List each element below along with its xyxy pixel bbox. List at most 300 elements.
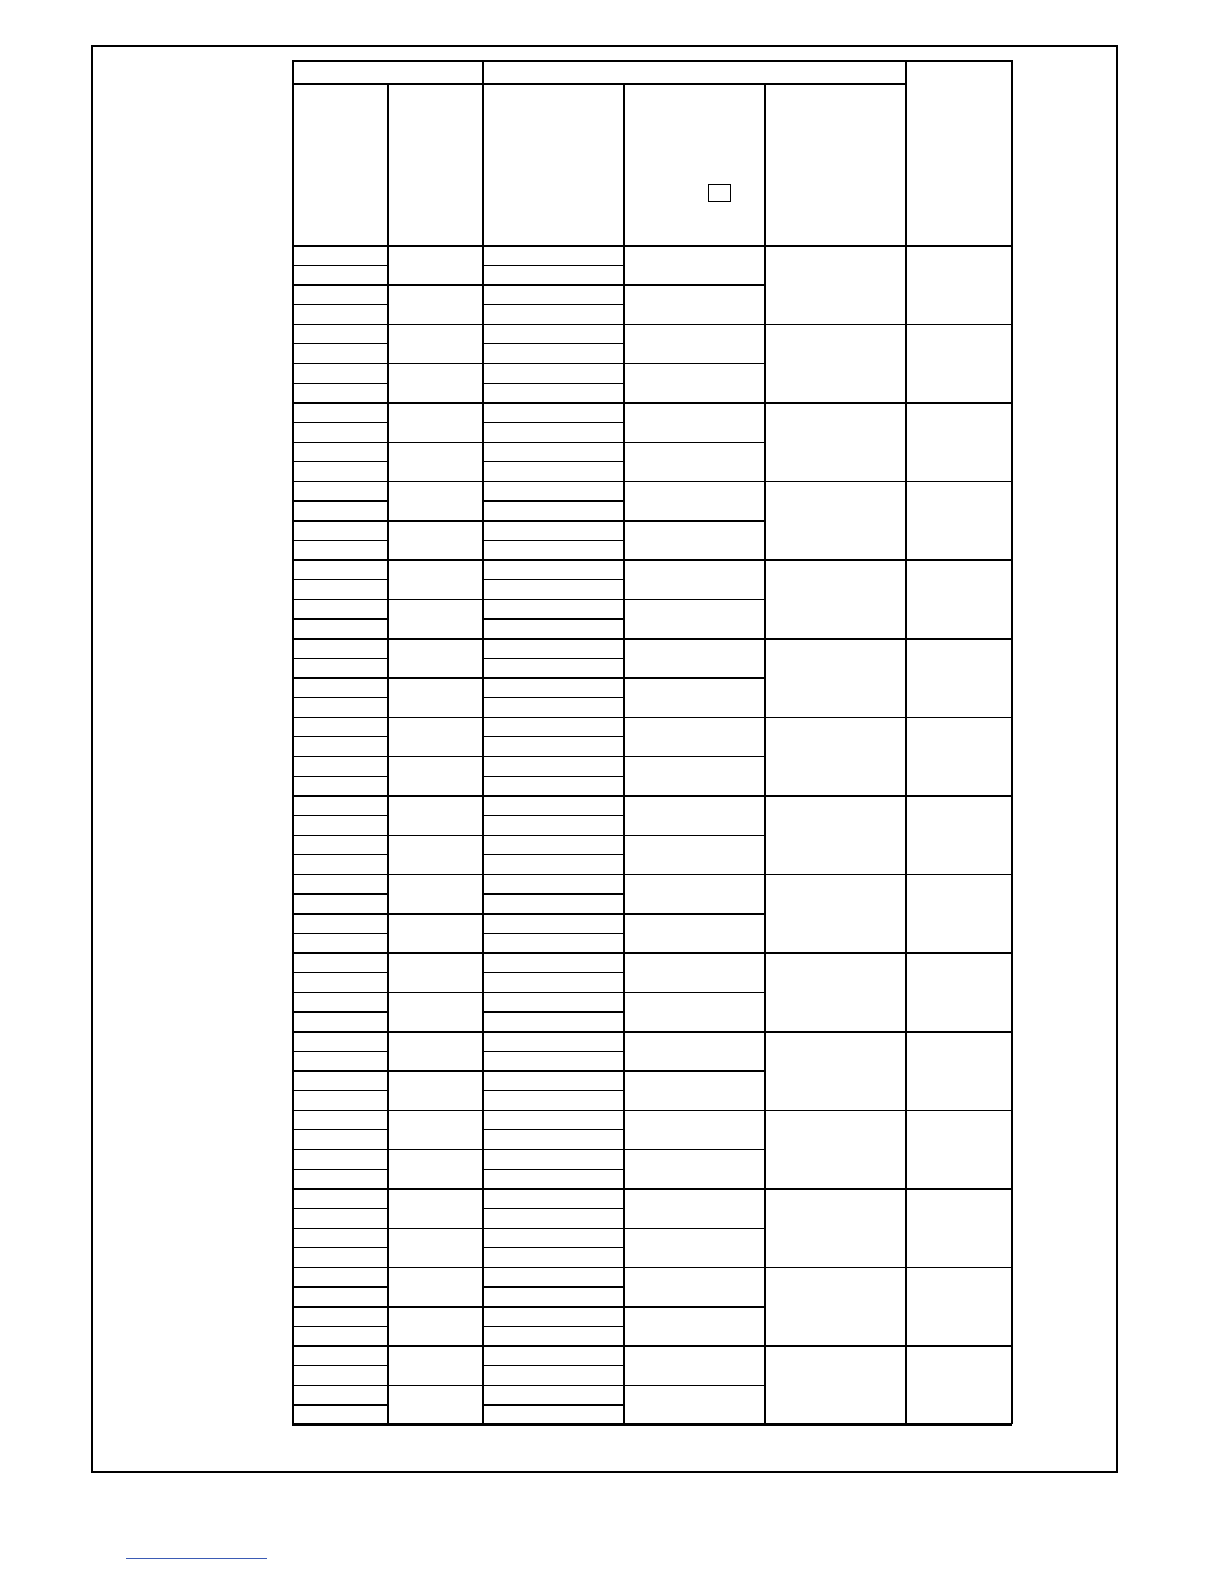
subtotal-cell[interactable] [625,561,763,597]
entry-cell[interactable] [294,935,386,952]
row-rule [292,1326,387,1327]
total-cell[interactable] [907,326,1011,402]
row-rule [482,972,623,973]
subtotal-cell[interactable] [625,483,763,519]
detail-cell[interactable] [484,1131,622,1148]
detail-cell[interactable] [484,1190,622,1207]
detail-cell-text [484,1013,622,1017]
detail-cell-text [484,856,622,860]
detail-cell[interactable] [484,876,622,893]
detail-cell-text [484,719,622,723]
row-rule [292,461,387,462]
entry-cell[interactable] [294,365,386,382]
entry-cell[interactable] [294,306,386,323]
detail-cell[interactable] [484,1367,622,1384]
detail-cell[interactable] [484,1092,622,1109]
entry-cell[interactable] [294,483,386,500]
entry-cell[interactable] [294,1288,386,1305]
total-cell[interactable] [907,1112,1011,1188]
detail-cell[interactable] [484,561,622,578]
detail-cell[interactable] [484,1347,622,1364]
subtotal-cell[interactable] [625,994,763,1030]
total-cell[interactable] [907,1033,1011,1109]
detail-cell[interactable] [484,1269,622,1286]
remarks-cell[interactable] [766,404,904,480]
subtotal-cell[interactable] [625,247,763,283]
detail-cell[interactable] [484,895,622,912]
entry-cell-text [294,424,386,428]
total-cell[interactable] [907,640,1011,716]
entry-cell[interactable] [294,915,386,932]
detail-cell[interactable] [484,1288,622,1305]
entry-cell[interactable] [294,267,386,284]
entry-cell-text [294,1171,386,1175]
total-cell[interactable] [907,1190,1011,1266]
detail-cell[interactable] [484,1387,622,1404]
entry-cell[interactable] [294,247,386,264]
entry-cell[interactable] [294,345,386,362]
entry-cell[interactable] [294,404,386,421]
detail-cell[interactable] [484,1328,622,1345]
code-cell-text [389,640,481,644]
code-cell[interactable] [389,994,481,1030]
code-cell[interactable] [389,286,481,322]
code-cell[interactable] [389,1347,481,1383]
subtotal-cell[interactable] [625,915,763,951]
detail-cell[interactable] [484,1249,622,1266]
subtotal-cell[interactable] [625,1033,763,1069]
detail-cell[interactable] [484,1013,622,1030]
detail-cell[interactable] [484,856,622,873]
row-rule [292,697,387,698]
subtotal-cell-text [625,1112,763,1116]
entry-cell[interactable] [294,1269,386,1286]
row-rule [292,1090,387,1091]
code-cell[interactable] [389,837,481,873]
detail-cell[interactable] [484,502,622,519]
remarks-cell[interactable] [766,326,904,402]
detail-cell-text [484,1210,622,1214]
total-cell-text [907,561,1011,565]
entry-cell[interactable] [294,895,386,912]
total-cell[interactable] [907,247,1011,323]
entry-cell-text [294,1308,386,1312]
detail-cell-text [484,385,622,389]
total-cell-text [907,404,1011,408]
subtotal-cell[interactable] [625,286,763,322]
entry-cell-text [294,1013,386,1017]
subtotal-cell[interactable] [625,876,763,912]
entry-cell[interactable] [294,1190,386,1207]
detail-cell[interactable] [484,365,622,382]
remarks-cell-text [766,719,904,723]
remarks-cell-text [766,797,904,801]
detail-cell[interactable] [484,837,622,854]
total-cell[interactable] [907,561,1011,637]
entry-cell[interactable] [294,817,386,834]
detail-cell[interactable] [484,463,622,480]
detail-cell[interactable] [484,424,622,441]
detail-cell[interactable] [484,758,622,775]
row-rule [292,1011,387,1012]
entry-cell[interactable] [294,326,386,343]
subtotal-cell[interactable] [625,679,763,715]
entry-cell-text [294,404,386,408]
subtotal-cell-text [625,561,763,565]
entry-cell[interactable] [294,994,386,1011]
subtotal-cell[interactable] [625,601,763,637]
entry-cell[interactable] [294,1406,386,1423]
entry-cell-text [294,542,386,546]
entry-cell-text [294,797,386,801]
detail-cell[interactable] [484,1072,622,1089]
entry-cell-text [294,1151,386,1155]
subtotal-cell-text [625,326,763,330]
subtotal-cell[interactable] [625,1112,763,1148]
subtotal-cell[interactable] [625,837,763,873]
code-cell[interactable] [389,561,481,597]
row-rule [482,500,623,501]
subtotal-cell-text [625,601,763,605]
remarks-cell-text [766,1033,904,1037]
subtotal-cell[interactable] [625,1387,763,1423]
subtotal-cell[interactable] [625,719,763,755]
entry-cell[interactable] [294,837,386,854]
total-cell-text [907,876,1011,880]
subtotal-cell-text [625,994,763,998]
entry-cell[interactable] [294,954,386,971]
detail-cell[interactable] [484,444,622,461]
header-col-3-text [484,85,622,89]
header-checkbox[interactable] [708,184,731,202]
detail-cell[interactable] [484,738,622,755]
detail-cell[interactable] [484,719,622,736]
detail-cell[interactable] [484,778,622,795]
detail-cell[interactable] [484,954,622,971]
subtotal-cell[interactable] [625,1347,763,1383]
detail-cell[interactable] [484,306,622,323]
detail-cell[interactable] [484,699,622,716]
detail-cell[interactable] [484,267,622,284]
code-cell-text [389,1033,481,1037]
header-col-3 [484,85,622,244]
header-group-b [484,62,904,82]
detail-cell[interactable] [484,1033,622,1050]
code-cell[interactable] [389,247,481,283]
entry-cell[interactable] [294,581,386,598]
row-rule [292,343,387,344]
detail-cell-text [484,1053,622,1057]
entry-cell[interactable] [294,463,386,480]
subtotal-cell[interactable] [625,1269,763,1305]
detail-cell[interactable] [484,601,622,618]
row-rule [482,422,623,423]
code-cell[interactable] [389,719,481,755]
detail-cell[interactable] [484,581,622,598]
remarks-cell[interactable] [766,954,904,1030]
row-rule [292,422,387,423]
entry-cell[interactable] [294,876,386,893]
entry-cell[interactable] [294,424,386,441]
detail-cell-text [484,581,622,585]
entry-cell[interactable] [294,738,386,755]
code-cell[interactable] [389,522,481,558]
subtotal-cell-text [625,719,763,723]
detail-cell[interactable] [484,660,622,677]
row-rule [482,618,623,619]
subtotal-cell[interactable] [625,1151,763,1187]
detail-cell[interactable] [484,326,622,343]
detail-cell[interactable] [484,542,622,559]
detail-cell-text [484,345,622,349]
remarks-cell[interactable] [766,561,904,637]
code-cell[interactable] [389,601,481,637]
code-cell[interactable] [389,640,481,676]
entry-cell[interactable] [294,1210,386,1227]
detail-cell[interactable] [484,1053,622,1070]
detail-cell[interactable] [484,1151,622,1168]
detail-cell[interactable] [484,974,622,991]
code-cell-text [389,876,481,880]
subtotal-cell-text [625,522,763,526]
entry-cell[interactable] [294,974,386,991]
code-cell[interactable] [389,1033,481,1069]
total-cell[interactable] [907,797,1011,873]
entry-cell[interactable] [294,1013,386,1030]
detail-cell[interactable] [484,817,622,834]
row-rule [292,972,387,973]
subtotal-cell[interactable] [625,1230,763,1266]
detail-cell-text [484,444,622,448]
header-group-b-text [484,62,904,66]
detail-cell-text [484,1230,622,1234]
row-rule [482,343,623,344]
subtotal-cell[interactable] [625,404,763,440]
detail-cell[interactable] [484,1308,622,1325]
entry-cell[interactable] [294,286,386,303]
detail-cell[interactable] [484,640,622,657]
detail-cell[interactable] [484,522,622,539]
entry-cell[interactable] [294,385,386,402]
detail-cell[interactable] [484,483,622,500]
row-rule [482,776,623,777]
entry-cell[interactable] [294,1131,386,1148]
entry-cell[interactable] [294,444,386,461]
detail-cell[interactable] [484,1171,622,1188]
entry-cell[interactable] [294,758,386,775]
subtotal-cell[interactable] [625,1072,763,1108]
row-rule [482,1011,623,1012]
total-cell-text [907,483,1011,487]
detail-cell-text [484,365,622,369]
code-cell-text [389,758,481,762]
subtotal-cell[interactable] [625,1308,763,1344]
entry-cell[interactable] [294,1230,386,1247]
entry-cell[interactable] [294,1112,386,1129]
entry-cell[interactable] [294,1367,386,1384]
remarks-cell[interactable] [766,1347,904,1423]
remarks-cell[interactable] [766,1269,904,1345]
row-rule [292,893,387,894]
subtotal-cell-text [625,247,763,251]
subtotal-cell[interactable] [625,797,763,833]
total-cell-text [907,954,1011,958]
entry-cell[interactable] [294,1151,386,1168]
detail-cell[interactable] [484,345,622,362]
entry-cell[interactable] [294,640,386,657]
code-cell-text [389,915,481,919]
subtotal-cell-text [625,365,763,369]
code-cell[interactable] [389,1387,481,1423]
detail-cell[interactable] [484,620,622,637]
entry-cell[interactable] [294,1387,386,1404]
entry-cell[interactable] [294,601,386,618]
total-cell[interactable] [907,483,1011,559]
code-cell[interactable] [389,758,481,794]
code-cell[interactable] [389,1230,481,1266]
detail-cell[interactable] [484,247,622,264]
row-rule [482,815,623,816]
code-cell[interactable] [389,954,481,990]
subtotal-cell[interactable] [625,640,763,676]
header-col-4-text [625,85,763,89]
code-cell-text [389,286,481,290]
code-cell[interactable] [389,1151,481,1187]
row-rule [292,304,387,305]
entry-cell[interactable] [294,620,386,637]
total-cell-text [907,1269,1011,1273]
entry-cell[interactable] [294,502,386,519]
entry-cell[interactable] [294,1033,386,1050]
remarks-cell[interactable] [766,1112,904,1188]
entry-cell[interactable] [294,719,386,736]
subtotal-cell[interactable] [625,954,763,990]
code-cell[interactable] [389,1308,481,1344]
subtotal-cell[interactable] [625,1190,763,1226]
entry-cell[interactable] [294,561,386,578]
entry-cell[interactable] [294,1328,386,1345]
remarks-cell[interactable] [766,876,904,952]
code-cell[interactable] [389,679,481,715]
detail-cell[interactable] [484,385,622,402]
code-cell[interactable] [389,1190,481,1226]
detail-cell[interactable] [484,1406,622,1423]
entry-cell-text [294,856,386,860]
entry-cell[interactable] [294,542,386,559]
detail-cell[interactable] [484,1230,622,1247]
entry-cell-text [294,738,386,742]
entry-cell[interactable] [294,699,386,716]
detail-cell[interactable] [484,994,622,1011]
total-cell[interactable] [907,404,1011,480]
entry-cell[interactable] [294,1072,386,1089]
code-cell[interactable] [389,483,481,519]
code-cell-text [389,719,481,723]
detail-cell[interactable] [484,404,622,421]
code-cell[interactable] [389,1269,481,1305]
header-col-1 [294,85,386,244]
detail-cell-text [484,954,622,958]
code-cell-text [389,797,481,801]
entry-cell[interactable] [294,778,386,795]
code-cell-text [389,837,481,841]
code-cell[interactable] [389,365,481,401]
code-cell[interactable] [389,444,481,480]
detail-cell[interactable] [484,679,622,696]
subtotal-cell[interactable] [625,444,763,480]
detail-cell[interactable] [484,797,622,814]
remarks-cell[interactable] [766,797,904,873]
entry-cell[interactable] [294,1308,386,1325]
code-cell[interactable] [389,1112,481,1148]
detail-cell[interactable] [484,286,622,303]
entry-cell[interactable] [294,797,386,814]
entry-cell-text [294,1328,386,1332]
total-cell[interactable] [907,876,1011,952]
detail-cell[interactable] [484,915,622,932]
code-cell[interactable] [389,797,481,833]
row-rule [292,815,387,816]
remarks-cell[interactable] [766,1033,904,1109]
remarks-cell[interactable] [766,719,904,795]
entry-cell-text [294,1347,386,1351]
total-cell[interactable] [907,954,1011,1030]
subtotal-cell[interactable] [625,326,763,362]
total-cell-text [907,1033,1011,1037]
remarks-cell[interactable] [766,1190,904,1266]
subtotal-cell[interactable] [625,522,763,558]
entry-cell[interactable] [294,1347,386,1364]
detail-cell-text [484,267,622,271]
detail-cell-text [484,601,622,605]
code-cell[interactable] [389,326,481,362]
entry-cell[interactable] [294,660,386,677]
code-cell[interactable] [389,404,481,440]
entry-cell[interactable] [294,1053,386,1070]
remarks-cell[interactable] [766,640,904,716]
total-cell-text [907,326,1011,330]
entry-cell-text [294,837,386,841]
entry-cell-text [294,1249,386,1253]
detail-cell[interactable] [484,935,622,952]
remarks-cell[interactable] [766,483,904,559]
entry-cell-text [294,994,386,998]
row-rule [482,736,623,737]
entry-cell[interactable] [294,1171,386,1188]
detail-cell[interactable] [484,1112,622,1129]
entry-cell[interactable] [294,856,386,873]
detail-cell[interactable] [484,1210,622,1227]
entry-cell[interactable] [294,679,386,696]
code-cell[interactable] [389,876,481,912]
code-cell[interactable] [389,1072,481,1108]
code-cell[interactable] [389,915,481,951]
row-rule [292,1051,387,1052]
entry-cell[interactable] [294,1092,386,1109]
total-cell[interactable] [907,1269,1011,1345]
subtotal-cell-text [625,1230,763,1234]
code-cell-text [389,404,481,408]
subtotal-cell[interactable] [625,758,763,794]
remarks-cell[interactable] [766,247,904,323]
subtotal-cell[interactable] [625,365,763,401]
total-cell[interactable] [907,1347,1011,1423]
entry-cell[interactable] [294,522,386,539]
entry-cell[interactable] [294,1249,386,1266]
total-cell[interactable] [907,719,1011,795]
subtotal-cell-text [625,837,763,841]
code-cell-text [389,1387,481,1391]
